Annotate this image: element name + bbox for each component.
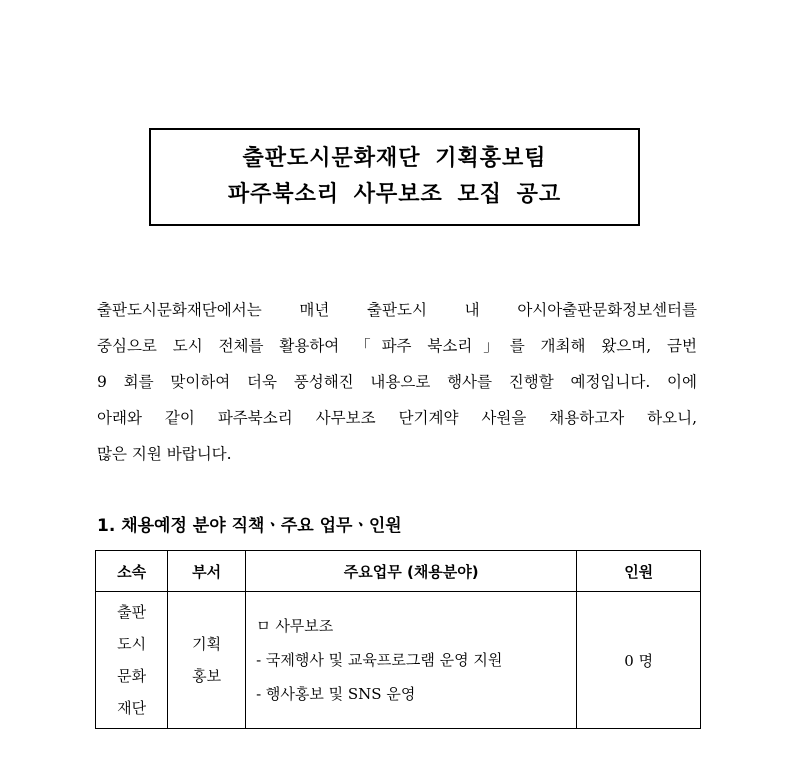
duty-item: ㅁ 사무보조 bbox=[256, 617, 334, 635]
department-line: 홍보 bbox=[192, 667, 222, 685]
table-row bbox=[96, 592, 701, 729]
header-headcount: 인원 bbox=[577, 551, 701, 592]
intro-paragraph bbox=[97, 292, 697, 472]
affiliation-line: 출판 bbox=[117, 603, 147, 621]
cell-headcount: 0 명 bbox=[577, 592, 701, 729]
intro-line-4: 아래와 같이 파주북소리 사무보조 단기계약 사원을 채용하고자 하오니, bbox=[97, 409, 697, 427]
duty-item: - 국제행사 및 교육프로그램 운영 지원 bbox=[256, 651, 503, 669]
announcement-title-box bbox=[149, 128, 640, 226]
intro-line-2: 중심으로 도시 전체를 활용하여 「파주 북소리」를 개최해 왔으며, 금번 bbox=[97, 337, 697, 355]
title-line-2: 파주북소리 사무보조 모집 공고 bbox=[227, 182, 562, 207]
recruitment-table bbox=[95, 550, 701, 729]
affiliation-line: 문화 bbox=[117, 667, 147, 685]
header-main-duties: 주요업무 (채용분야) bbox=[246, 551, 577, 592]
cell-main-duties bbox=[246, 592, 577, 729]
affiliation-line: 도시 bbox=[117, 635, 147, 653]
table-header-row bbox=[96, 551, 701, 592]
department-line: 기획 bbox=[192, 635, 222, 653]
affiliation-line: 재단 bbox=[117, 699, 147, 717]
cell-affiliation bbox=[96, 592, 168, 729]
section-heading-recruitment: 1. 채용예정 분야 직책ㆍ주요 업무ㆍ인원 bbox=[97, 516, 402, 536]
title-line-1: 출판도시문화재단 기획홍보팀 bbox=[242, 146, 547, 171]
intro-line-3: 9 회를 맞이하여 더욱 풍성해진 내용으로 행사를 진행할 예정입니다. 이에 bbox=[97, 373, 697, 391]
header-department: 부서 bbox=[168, 551, 246, 592]
duty-item: - 행사홍보 및 SNS 운영 bbox=[256, 685, 416, 703]
header-affiliation: 소속 bbox=[96, 551, 168, 592]
cell-department bbox=[168, 592, 246, 729]
intro-line-5: 많은 지원 바랍니다. bbox=[97, 445, 232, 463]
intro-line-1: 출판도시문화재단에서는 매년 출판도시 내 아시아출판문화정보센터를 bbox=[97, 301, 697, 319]
